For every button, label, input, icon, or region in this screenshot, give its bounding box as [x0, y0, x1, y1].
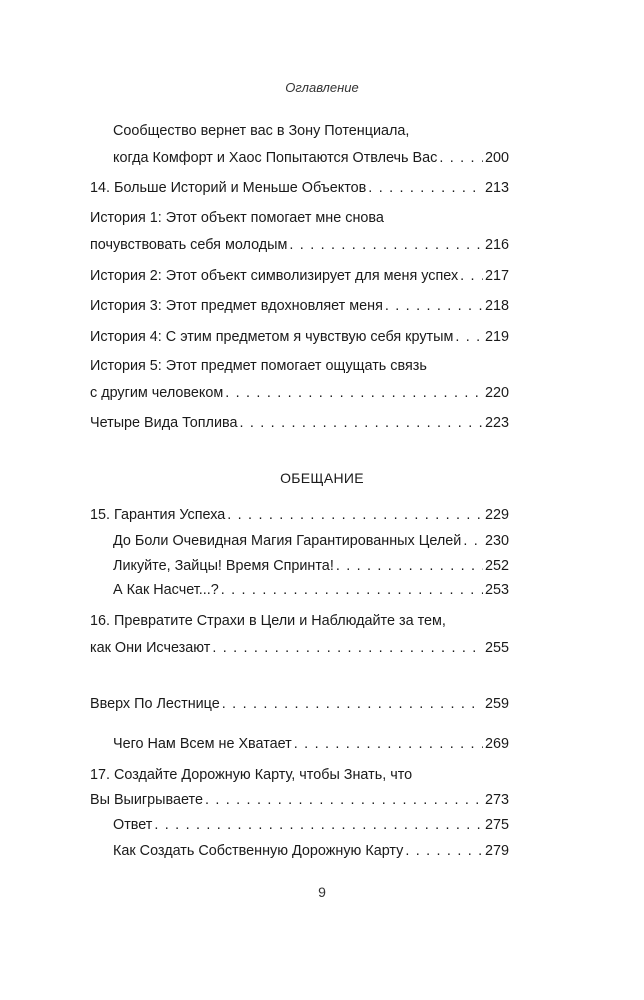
toc-entry-title: 17. Создайте Дорожную Карту, чтобы Знать, что: [90, 767, 413, 783]
toc-entry-page: 223: [484, 415, 509, 431]
toc-entry-title: 14. Больше Историй и Меньше Объектов: [90, 180, 367, 196]
toc-entry: [90, 638, 509, 658]
toc-entry-page: 253: [484, 582, 509, 598]
toc-entry-page: 252: [484, 558, 509, 574]
toc-entry: [90, 296, 509, 316]
toc-entry: [113, 580, 509, 600]
toc-entry-title: История 5: Этот предмет помогает ощущать связь: [90, 358, 427, 374]
toc-entry: [113, 815, 509, 835]
toc-entry-page: 200: [484, 150, 509, 166]
toc-entry: [90, 790, 509, 810]
toc-entry-page: 218: [484, 298, 509, 314]
toc-entry: [113, 148, 509, 168]
toc-entry-page: 255: [484, 640, 509, 656]
toc-entry-title: Как Создать Собственную Дорожную Карту: [113, 843, 404, 859]
leader-dots: [154, 815, 483, 835]
toc-entry-title: Ликуйте, Зайцы! Время Спринта!: [113, 558, 334, 574]
toc-entry: [90, 266, 509, 286]
toc-entry-page: 219: [484, 329, 509, 345]
toc-entry: [90, 505, 509, 525]
toc-entry: [113, 556, 509, 576]
toc-entry: [113, 531, 509, 551]
toc-entry-title: История 2: Этот объект символизирует для меня успех: [90, 268, 459, 284]
toc-entry-title: Сообщество вернет вас в Зону Потенциала,: [113, 123, 410, 139]
toc-entry-title: 15. Гарантия Успеха: [90, 507, 226, 523]
leader-dots: [460, 266, 483, 286]
toc-entry-page: 229: [484, 507, 509, 523]
toc-entry: [90, 235, 509, 255]
toc-entry: [90, 356, 509, 376]
toc-entry-page: 259: [484, 696, 509, 712]
toc-entry: [90, 208, 509, 228]
toc-entry: [90, 765, 509, 785]
toc-entry-page: 269: [484, 736, 509, 752]
toc-entry-title: Вы Выигрываете: [90, 792, 203, 808]
toc-entry-page: 216: [484, 237, 509, 253]
leader-dots: [239, 413, 483, 433]
toc-entry-page: 275: [484, 817, 509, 833]
toc-entry-title: с другим человеком: [90, 385, 224, 401]
toc-entry: [90, 694, 509, 714]
toc-entry: [90, 611, 509, 631]
leader-dots: [212, 638, 483, 658]
toc-entry: [113, 121, 509, 141]
toc-entry-title: А Как Насчет...?: [113, 582, 219, 598]
toc-entry: [113, 841, 509, 861]
leader-dots: [385, 296, 483, 316]
toc-entry-title: Ответ: [113, 817, 153, 833]
leader-dots: [289, 235, 483, 255]
toc-entry-title: Чего Нам Всем не Хватает: [113, 736, 292, 752]
toc-entry: [90, 383, 509, 403]
toc-entry: [90, 327, 509, 347]
leader-dots: [227, 505, 483, 525]
leader-dots: [463, 531, 483, 551]
toc-entry-title: Вверх По Лестнице: [90, 696, 220, 712]
toc-entry-title: 16. Превратите Страхи в Цели и Наблюдайте за тем,: [90, 613, 446, 629]
toc-entry-page: 273: [484, 792, 509, 808]
leader-dots: [205, 790, 483, 810]
toc-entry-title: История 3: Этот предмет вдохновляет меня: [90, 298, 383, 314]
toc-entry-title: почувствовать себя молодым: [90, 237, 288, 253]
section-title: ОБЕЩАНИЕ: [280, 470, 364, 486]
leader-dots: [455, 327, 483, 347]
page-number: 9: [318, 884, 326, 900]
toc-entry-page: 213: [484, 180, 509, 196]
leader-dots: [439, 148, 483, 168]
toc-entry-page: 230: [484, 533, 509, 549]
leader-dots: [221, 580, 483, 600]
leader-dots: [222, 694, 483, 714]
toc-entry: [113, 734, 509, 754]
toc-entry-title: До Боли Очевидная Магия Гарантированных Целей: [113, 533, 462, 549]
toc-entry-page: 217: [484, 268, 509, 284]
running-head: Оглавление: [285, 80, 359, 95]
toc-entry-title: История 4: С этим предметом я чувствую себя крутым: [90, 329, 454, 345]
toc-entry: [90, 178, 509, 198]
toc-entry-page: 279: [484, 843, 509, 859]
toc-entry-title: когда Комфорт и Хаос Попытаются Отвлечь Вас: [113, 150, 438, 166]
leader-dots: [336, 556, 483, 576]
toc-entry-title: как Они Исчезают: [90, 640, 211, 656]
toc-entry-title: История 1: Этот объект помогает мне снова: [90, 210, 384, 226]
leader-dots: [225, 383, 483, 403]
leader-dots: [294, 734, 483, 754]
toc-entry-page: 220: [484, 385, 509, 401]
toc-entry-title: Четыре Вида Топлива: [90, 415, 238, 431]
toc-entry: [90, 413, 509, 433]
leader-dots: [368, 178, 483, 198]
leader-dots: [405, 841, 483, 861]
